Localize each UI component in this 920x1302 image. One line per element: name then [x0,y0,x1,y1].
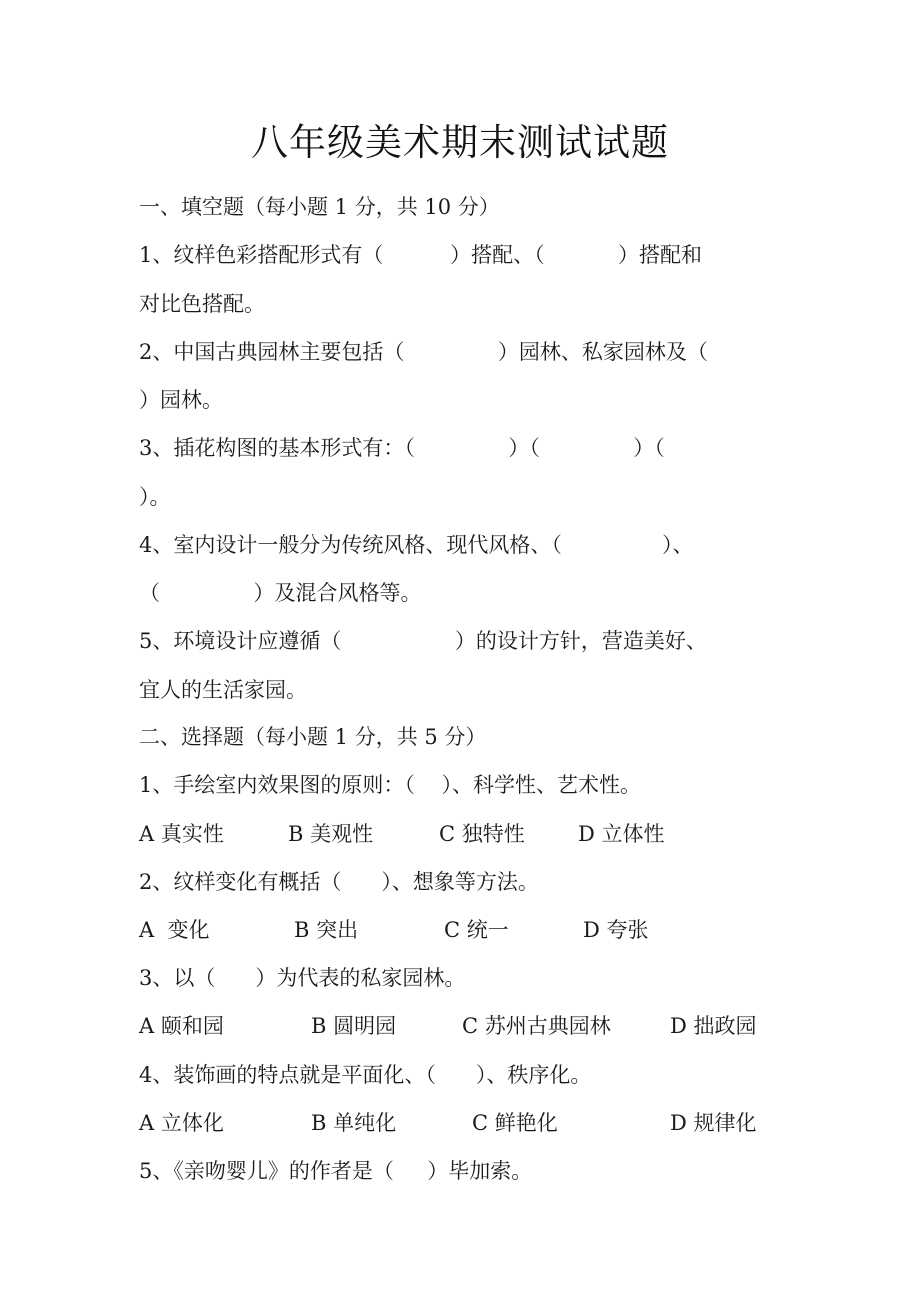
option-c: C 苏州古典园林 [462,1014,611,1038]
option-b: B 美观性 [288,822,374,846]
option-b: B 突出 [294,918,359,942]
option-c: C 鲜艳化 [472,1111,558,1135]
question-line: 3、插花构图的基本形式有：（ ）（ ）（ [139,436,665,460]
option-a: A 真实性 [139,822,224,846]
page-title: 八年级美术期末测试试题 [251,121,669,164]
option-d: D 立体性 [578,822,665,846]
question-stem: 5、《亲吻婴儿》的作者是（ ）毕加索。 [139,1159,533,1183]
option-d: D 规律化 [670,1111,757,1135]
section-heading-fill-blank: 一、填空题（每小题 1 分，共 10 分） [139,195,500,219]
question-stem: 2、纹样变化有概括（ ）、想象等方法。 [139,870,539,894]
option-b: B 圆明园 [311,1014,397,1038]
option-a: A 立体化 [139,1111,224,1135]
question-line: （ ）及混合风格等。 [139,581,422,605]
question-line: 宜人的生活家园。 [139,678,307,702]
option-a: A 颐和园 [139,1014,224,1038]
option-c: C 统一 [444,918,509,942]
question-line: 1、纹样色彩搭配形式有（ ）搭配、（ ）搭配和 [139,243,703,267]
question-line: 对比色搭配。 [139,292,265,316]
question-stem: 3、以（ ）为代表的私家园林。 [139,966,466,990]
question-line: 4、室内设计一般分为传统风格、现代风格、（ ）、 [139,533,694,557]
option-d: D 夸张 [583,918,649,942]
option-c: C 独特性 [439,822,525,846]
question-stem: 4、装饰画的特点就是平面化、（ ）、秩序化。 [139,1063,592,1087]
question-stem: 1、手绘室内效果图的原则：（ ）、科学性、艺术性。 [139,773,642,797]
question-line: ）园林。 [139,388,223,412]
question-line: ）。 [139,485,171,509]
option-a: A 变化 [139,918,210,942]
option-d: D 拙政园 [670,1014,757,1038]
question-line: 5、环境设计应遵循（ ）的设计方针，营造美好、 [139,629,707,653]
option-b: B 单纯化 [311,1111,397,1135]
question-line: 2、中国古典园林主要包括（ ）园林、私家园林及（ [139,340,708,364]
section-heading-multiple-choice: 二、选择题（每小题 1 分，共 5 分） [139,725,487,749]
